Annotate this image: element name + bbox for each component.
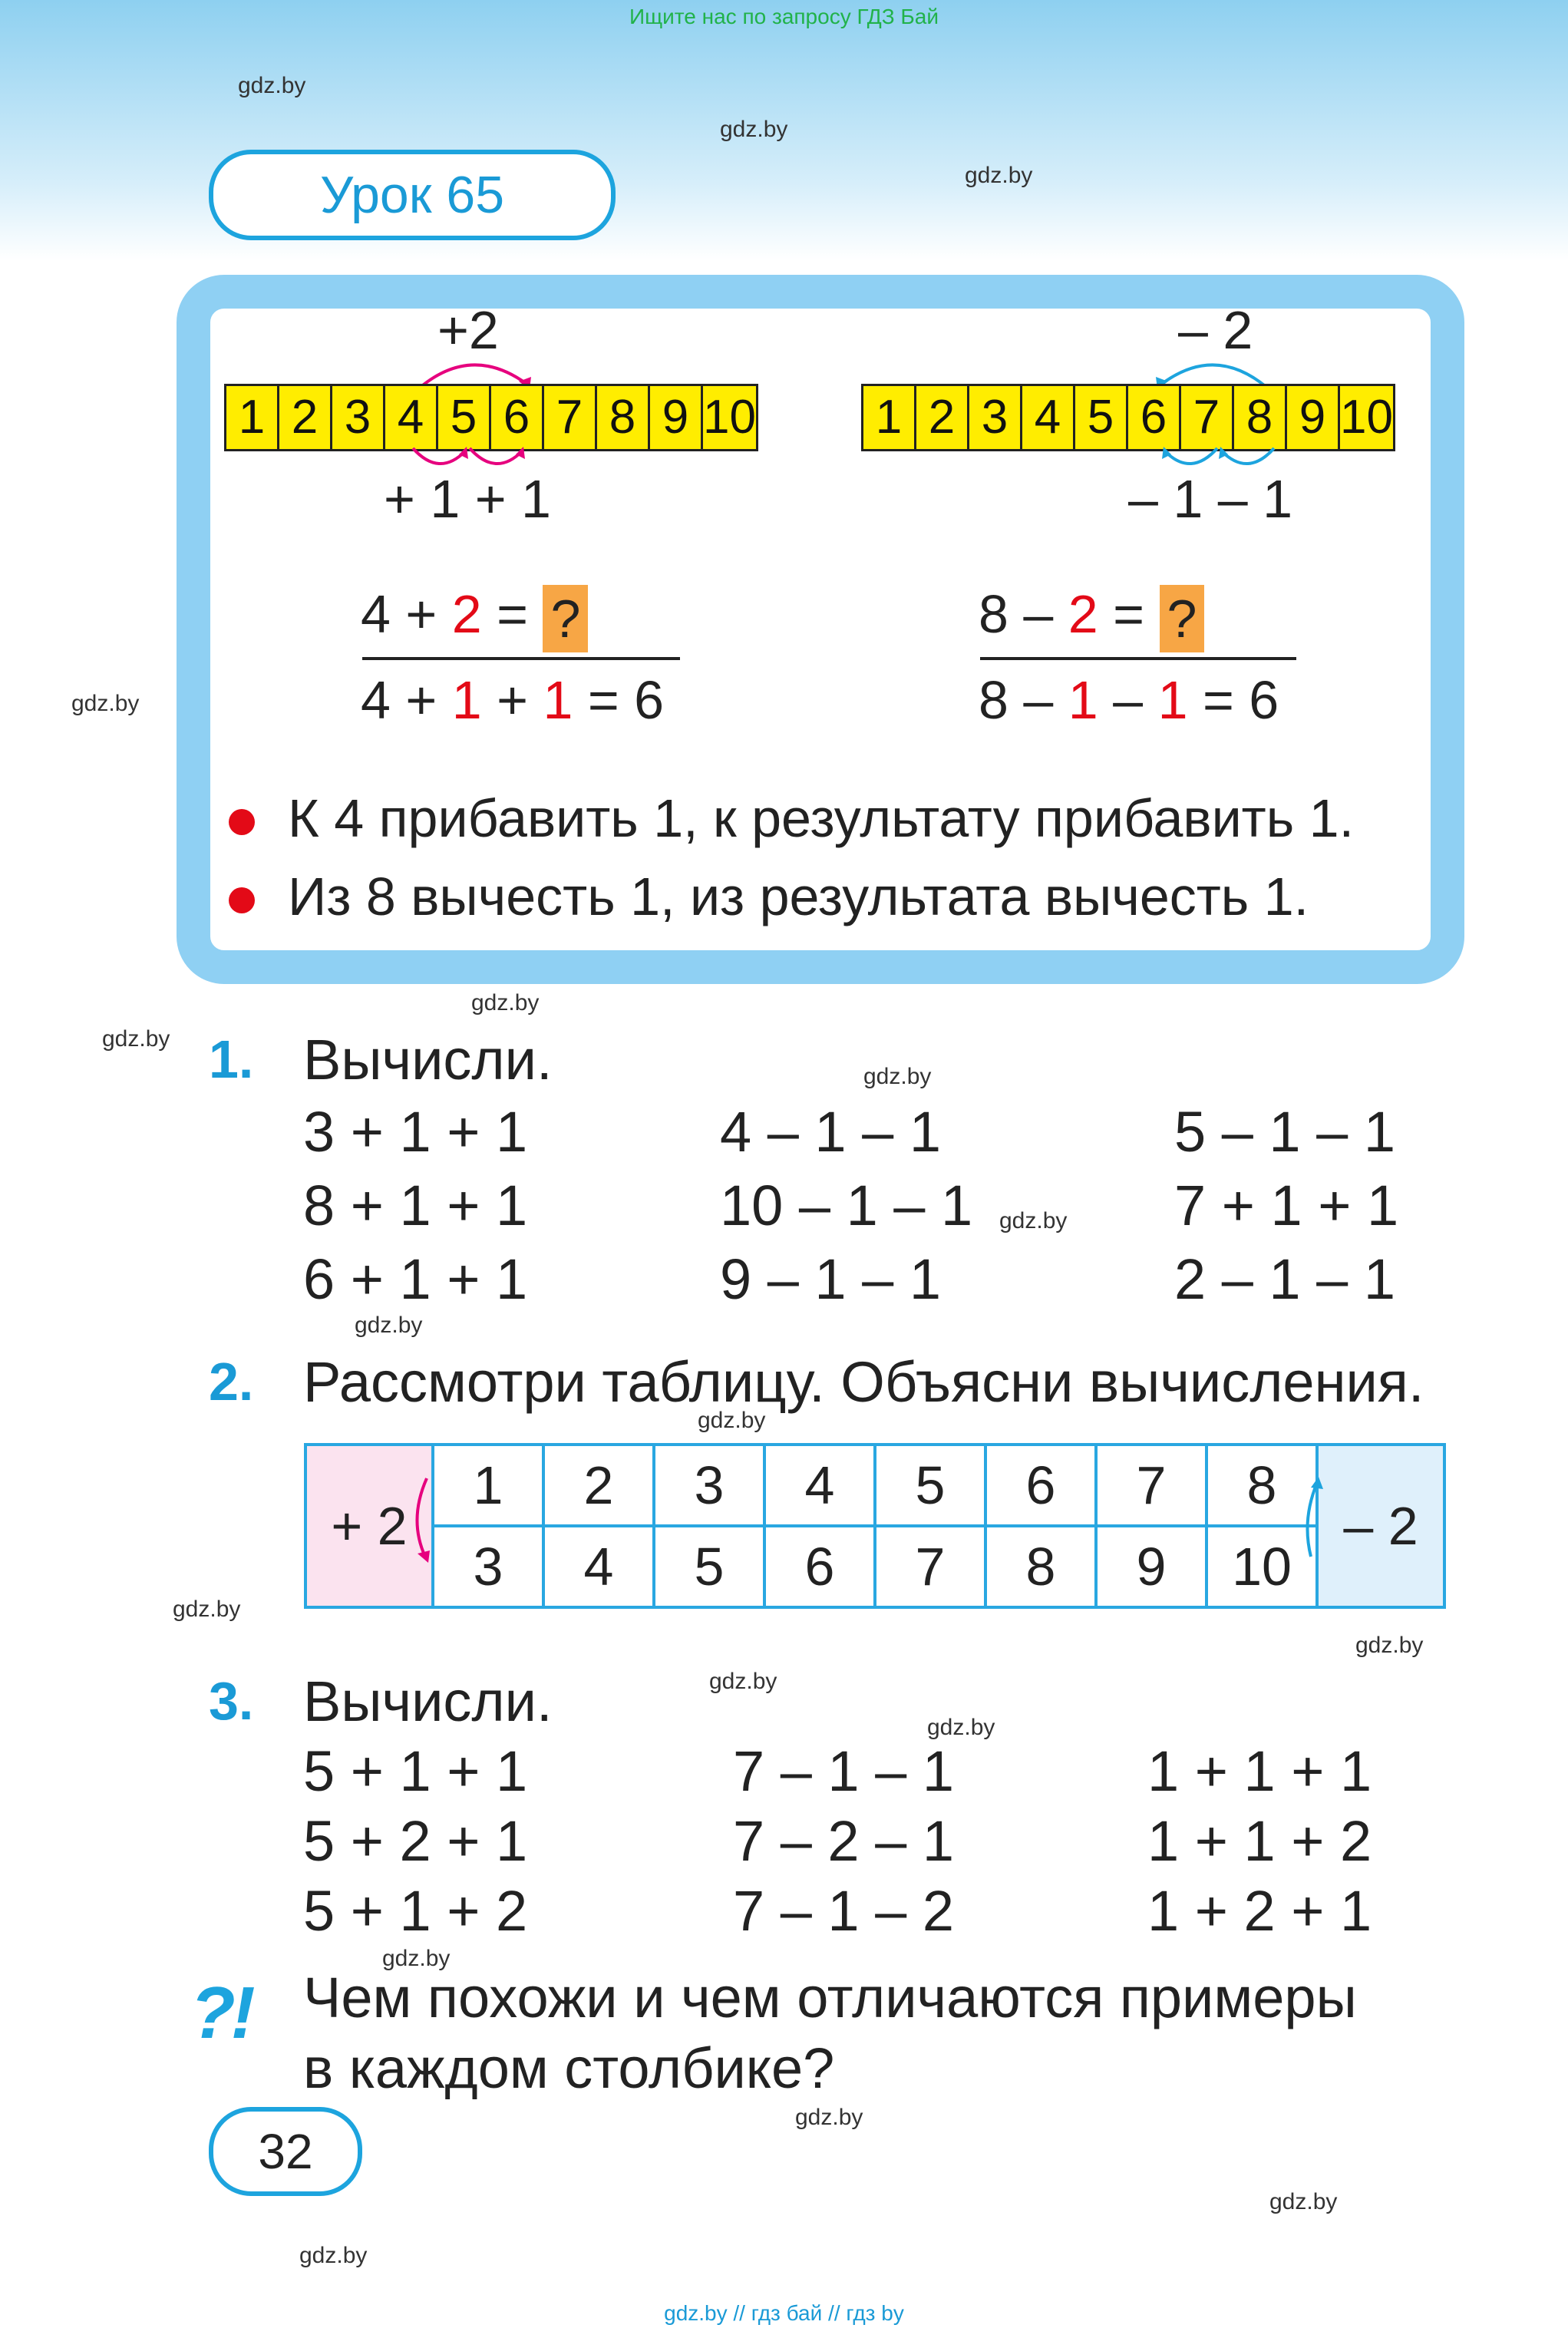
exercise: 7 + 1 + 1 — [1174, 1174, 1399, 1237]
number-cell: 1 — [863, 386, 916, 449]
watermark: gdz.by — [709, 1669, 777, 1694]
exercise: 1 + 1 + 2 — [1147, 1809, 1372, 1873]
divider — [980, 657, 1296, 660]
page-number: 32 — [209, 2107, 362, 2196]
equation-right-answer: 8 – 1 – 1 = 6 — [979, 670, 1279, 730]
minus-arrow-icon — [1302, 1474, 1329, 1566]
exercise: 8 + 1 + 1 — [303, 1174, 528, 1237]
exercise: 3 + 1 + 1 — [303, 1100, 528, 1164]
equation-right-question: 8 – 2 = ? — [979, 583, 1204, 652]
table-cell: 10 — [1207, 1526, 1317, 1607]
table-cell: 4 — [543, 1526, 654, 1607]
number-cell: 10 — [703, 391, 756, 444]
exercise: 1 + 2 + 1 — [1147, 1879, 1372, 1943]
watermark: gdz.by — [795, 2105, 863, 2130]
number-cell: 7 — [544, 386, 597, 449]
number-cell: 1 — [226, 386, 279, 449]
exercise: 6 + 1 + 1 — [303, 1247, 528, 1311]
table-cell: 3 — [654, 1445, 764, 1526]
rule-text-subtraction: Из 8 вычесть 1, из результата вычесть 1. — [288, 867, 1309, 926]
number-line-right — [861, 384, 1395, 451]
question-line: Чем похожи и чем отличаются примеры — [303, 1966, 1357, 2029]
exercise: 5 – 1 – 1 — [1174, 1100, 1396, 1164]
number-cell: 5 — [438, 386, 491, 449]
number-cell: 6 — [491, 386, 544, 449]
plus-arrow-icon — [407, 1474, 434, 1566]
number-cell: 4 — [1022, 386, 1075, 449]
watermark: gdz.by — [927, 1715, 995, 1740]
exercise: 7 – 2 – 1 — [733, 1809, 955, 1873]
table-cell: 6 — [764, 1526, 875, 1607]
task-number: 2. — [209, 1352, 254, 1412]
number-cell: 2 — [916, 386, 969, 449]
watermark: gdz.by — [720, 117, 788, 142]
table-cell: 9 — [1096, 1526, 1207, 1607]
watermark: gdz.by — [238, 73, 306, 98]
exercise: 2 – 1 – 1 — [1174, 1247, 1396, 1311]
table-cell: 8 — [1207, 1445, 1317, 1526]
watermark: gdz.by — [471, 990, 540, 1015]
number-cell: 9 — [650, 386, 703, 449]
watermark: gdz.by — [698, 1408, 766, 1433]
number-cell: 4 — [385, 386, 438, 449]
number-cell: 3 — [332, 386, 385, 449]
table-cell: 7 — [1096, 1445, 1207, 1526]
watermark: gdz.by — [382, 1946, 451, 1971]
table-cell: 4 — [764, 1445, 875, 1526]
task-title: Рассмотри таблицу. Объясни вычисления. — [303, 1350, 1424, 1414]
equation-left-answer: 4 + 1 + 1 = 6 — [361, 670, 665, 730]
number-cell: 8 — [1234, 386, 1287, 449]
number-cell: 6 — [1128, 386, 1181, 449]
watermark: gdz.by — [965, 163, 1033, 188]
table-cell: 5 — [875, 1445, 985, 1526]
watermark: gdz.by — [355, 1313, 423, 1338]
number-line-left — [224, 384, 758, 451]
bullet-icon — [229, 809, 255, 835]
watermark: gdz.by — [173, 1597, 241, 1622]
plus-two-cell: + 2 — [305, 1445, 433, 1607]
watermark: gdz.by — [999, 1208, 1068, 1233]
table-cell: 1 — [433, 1445, 543, 1526]
exercise: 10 – 1 – 1 — [720, 1174, 973, 1237]
exercise: 5 + 1 + 1 — [303, 1739, 528, 1803]
top-note[interactable]: Ищите нас по запросу ГДЗ Бай — [629, 5, 939, 28]
watermark: gdz.by — [1355, 1633, 1424, 1658]
watermark: gdz.by — [1269, 2189, 1338, 2214]
exercise: 7 – 1 – 2 — [733, 1879, 955, 1943]
number-cell: 8 — [597, 386, 650, 449]
exercise: 9 – 1 – 1 — [720, 1247, 942, 1311]
table-cell: 6 — [985, 1445, 1096, 1526]
task-number: 1. — [209, 1029, 254, 1089]
exercise: 1 + 1 + 1 — [1147, 1739, 1372, 1803]
task-title: Вычисли. — [303, 1028, 553, 1091]
minus-one-minus-one-label: – 1 – 1 — [1128, 469, 1293, 529]
exercise: 7 – 1 – 1 — [733, 1739, 955, 1803]
bullet-icon — [229, 887, 255, 913]
rule-text-addition: К 4 прибавить 1, к результату прибавить 1. — [288, 788, 1355, 848]
number-cell: 5 — [1075, 386, 1128, 449]
table-cell: 3 — [433, 1526, 543, 1607]
table-cell: 8 — [985, 1526, 1096, 1607]
question-mark-icon: ?! — [190, 1972, 251, 2054]
equation-left-question: 4 + 2 = ? — [361, 583, 588, 652]
number-cell: 9 — [1287, 386, 1340, 449]
divider — [362, 657, 680, 660]
lesson-title: Урок 65 — [209, 150, 616, 240]
table-cell: 2 — [543, 1445, 654, 1526]
task-title: Вычисли. — [303, 1669, 553, 1733]
task-number: 3. — [209, 1671, 254, 1731]
watermark: gdz.by — [299, 2243, 368, 2268]
number-cell: 3 — [969, 386, 1022, 449]
table-cell: 7 — [875, 1526, 985, 1607]
plus-minus-table — [304, 1443, 1446, 1609]
exercise: 4 – 1 – 1 — [720, 1100, 942, 1164]
minus-two-cell: – 2 — [1317, 1445, 1444, 1607]
exercise: 5 + 2 + 1 — [303, 1809, 528, 1873]
number-cell: 2 — [279, 386, 332, 449]
watermark: gdz.by — [863, 1064, 932, 1089]
watermark: gdz.by — [102, 1026, 170, 1052]
table-cell: 5 — [654, 1526, 764, 1607]
plus-two-label: +2 — [437, 300, 499, 360]
number-cell: 7 — [1181, 386, 1234, 449]
footer-links[interactable]: gdz.by // гдз бай // гдз by — [664, 2301, 904, 2325]
question-line: в каждом столбике? — [303, 2036, 835, 2100]
number-cell: 10 — [1340, 391, 1393, 444]
plus-one-plus-one-label: + 1 + 1 — [384, 469, 551, 529]
minus-two-label: – 2 — [1178, 300, 1253, 360]
exercise: 5 + 1 + 2 — [303, 1879, 528, 1943]
watermark: gdz.by — [71, 691, 140, 716]
